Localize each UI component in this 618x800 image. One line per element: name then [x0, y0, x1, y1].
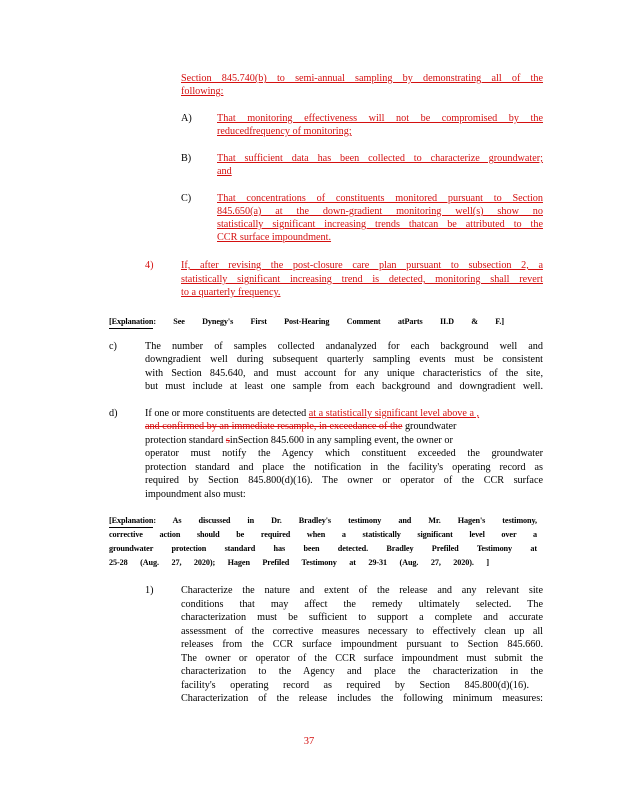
item-1-label: 1) [145, 585, 154, 596]
section-intro-line-1: Section 845.740(b) to semi-annual sampling by demonstrating all of the [181, 73, 543, 84]
explanation-1-prefix: [Explanation [109, 316, 153, 329]
item-c-line-1: That concentrations of constituents monitored pursuant to Section [217, 193, 543, 204]
explanation-2-line-3: groundwater protection standard has been detected. Bradley Prefiled Testimony at [109, 544, 537, 553]
para-d-line-1-text: If one or more constituents are detected [145, 408, 309, 419]
item-4-line-2: statistically significant increasing trend is detected, monitoring shall revert [181, 274, 543, 285]
item-b-label: B) [181, 153, 192, 164]
para-d-inserted-text: at a statistically significant level above a , [308, 408, 480, 419]
item-1-line-3: characterization must be sufficient to support a complete and accurate [181, 612, 543, 623]
para-d-line-2 [145, 421, 543, 433]
para-d-deleted-s: s [225, 435, 230, 446]
item-1-line-8: facility's operating record as required by Section 845.800(d)(16). [181, 680, 529, 691]
para-d-line-2-text: groundwater [402, 421, 457, 432]
item-1-line-4: assessment of the corrective measures necessary to effectively clean up all [181, 626, 543, 637]
para-d-line-3-text-b: inSection 845.600 in any sampling event, the owner or [229, 435, 453, 446]
item-c-line-2: 845.650(a) at the down-gradient monitoring well(s) show no [217, 206, 543, 217]
item-c-line-4: CCR surface impoundment. [217, 232, 332, 243]
item-1-line-9: Characterization of the release includes the following minimum measures: [181, 693, 543, 704]
item-4-line-3: to a quarterly frequency. [181, 287, 281, 298]
para-c-label: c) [109, 341, 117, 352]
item-1-line-7: characterization to the Agency and place the characterization in the [181, 666, 543, 677]
explanation-2-line-2: corrective action should be required when a statistically significant level over a [109, 530, 537, 539]
item-1-line-1: Characterize the nature and extent of the release and any relevant site [181, 585, 543, 596]
item-4-line-1: If, after revising the post-closure care plan pursuant to subsection 2, a [181, 260, 543, 271]
para-d-line-3-text-a: protection standard [145, 435, 226, 446]
para-c-line-2: downgradient well during subsequent quarterly sampling events must be consistent [145, 354, 543, 365]
explanation-2-line-1 [109, 515, 537, 528]
para-d-deleted-text: and confirmed by an immediate resample, in exceedance of the [145, 421, 403, 432]
para-d-line-5: protection standard and place the notification in the facility's operating record as [145, 462, 543, 473]
para-c-line-1: The number of samples collected andanalyzed for each background well and [145, 341, 543, 352]
section-intro-line-2: following: [181, 86, 224, 97]
page-number: 37 [303, 736, 315, 747]
para-d-line-4: operator must notify the Agency which constituent exceeded the groundwater [145, 448, 543, 459]
item-b-line-1: That sufficient data has been collected to characterize groundwater; [217, 153, 543, 164]
item-a-line-1: That monitoring effectiveness will not be compromised by the [217, 113, 543, 124]
item-c-line-3: statistically significant increasing trends thatcan be attributed to the [217, 219, 543, 230]
para-c-line-3: with Section 845.640, and must account for any unique characteristics of the site, [145, 368, 543, 379]
explanation-2-line-4: 25-28 (Aug. 27, 2020); Hagen Prefiled Testimony at 29-31 (Aug. 27, 2020). ] [109, 558, 489, 567]
explanation-1 [109, 316, 504, 329]
item-1-line-6: The owner or operator of the CCR surface impoundment must submit the [181, 653, 543, 664]
explanation-2-text-1: : As discussed in Dr. Bradley's testimony and Mr. Hagen's testimony, [153, 516, 537, 525]
item-4-label: 4) [145, 260, 154, 271]
item-b-line-2: and [217, 166, 232, 177]
para-d-line-1 [145, 408, 543, 420]
item-a-line-2: reducedfrequency of monitoring; [217, 126, 352, 137]
explanation-1-text: : See Dynegy's First Post-Hearing Comment atParts II.D & F.] [153, 317, 504, 326]
para-d-line-6: required by Section 845.800(d)(16). The owner or operator of the CCR surface [145, 475, 543, 486]
item-c-label: C) [181, 193, 192, 204]
para-d-line-3 [145, 435, 543, 447]
explanation-2-prefix: [Explanation [109, 515, 153, 528]
item-a-label: A) [181, 113, 192, 124]
item-1-line-5: releases from the CCR surface impoundment pursuant to Section 845.660. [181, 639, 543, 650]
item-1-line-2: conditions that may affect the remedy ultimately selected. The [181, 599, 543, 610]
para-c-line-4: but must include at least one sample from each background and downgradient well. [145, 381, 543, 392]
para-d-line-7: impoundment also must: [145, 489, 246, 500]
para-d-label: d) [109, 408, 118, 419]
